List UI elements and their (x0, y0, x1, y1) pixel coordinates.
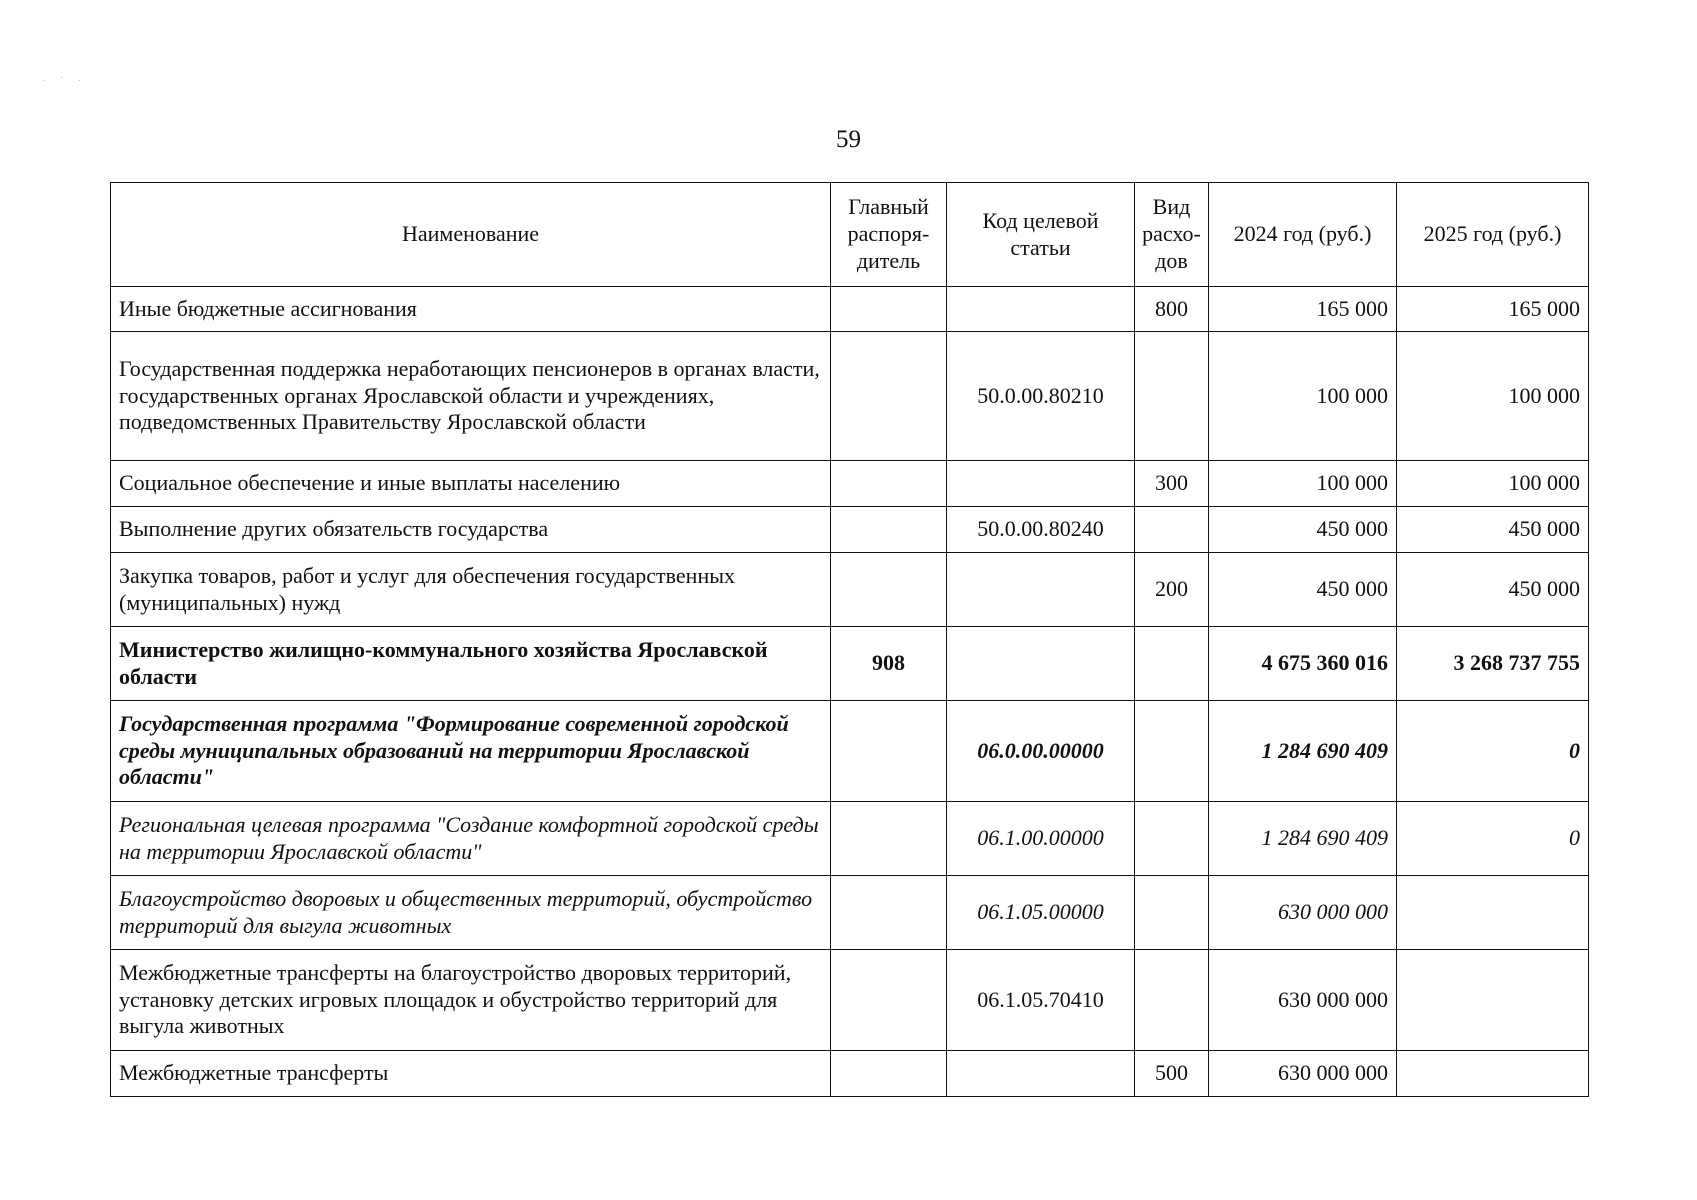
cell-manager (831, 287, 947, 332)
cell-2024: 630 000 000 (1209, 876, 1397, 950)
cell-2024: 630 000 000 (1209, 950, 1397, 1051)
table-row (111, 876, 1589, 950)
cell-2025: 450 000 (1397, 507, 1589, 553)
table-row (111, 950, 1589, 1051)
cell-name: Государственная программа "Формирование современной городской среды муниципальных образований на территории Ярославской области" (111, 701, 831, 802)
cell-2025: 3 268 737 755 (1397, 627, 1589, 701)
cell-2025: 100 000 (1397, 332, 1589, 461)
cell-2024: 1 284 690 409 (1209, 802, 1397, 876)
cell-type: 800 (1135, 287, 1209, 332)
cell-type (1135, 802, 1209, 876)
cell-manager (831, 1051, 947, 1097)
cell-code (947, 1051, 1135, 1097)
cell-2024: 100 000 (1209, 332, 1397, 461)
table-row (111, 1051, 1589, 1097)
header-2024: 2024 год (руб.) (1209, 183, 1397, 287)
cell-2025 (1397, 950, 1589, 1051)
table-body (111, 287, 1589, 1097)
cell-type (1135, 701, 1209, 802)
cell-type: 300 (1135, 461, 1209, 507)
cell-type (1135, 507, 1209, 553)
cell-type: 200 (1135, 553, 1209, 627)
cell-name: Государственная поддержка неработающих пенсионеров в органах власти, государственных органах Ярославской области и учреждениях, подведомственных Правительству Ярославской области (111, 332, 831, 461)
cell-type (1135, 876, 1209, 950)
table-row (111, 287, 1589, 332)
cell-type (1135, 332, 1209, 461)
cell-2024: 630 000 000 (1209, 1051, 1397, 1097)
cell-2025 (1397, 876, 1589, 950)
cell-manager (831, 553, 947, 627)
header-manager: Главный распоря-дитель (831, 183, 947, 287)
cell-2024: 1 284 690 409 (1209, 701, 1397, 802)
cell-name: Региональная целевая программа "Создание комфортной городской среды на территории Ярославской области" (111, 802, 831, 876)
cell-code (947, 461, 1135, 507)
cell-type (1135, 950, 1209, 1051)
cell-2024: 165 000 (1209, 287, 1397, 332)
page-number: 59 (836, 126, 861, 153)
cell-manager (831, 876, 947, 950)
cell-name: Благоустройство дворовых и общественных территорий, обустройство территорий для выгула животных (111, 876, 831, 950)
cell-type: 500 (1135, 1051, 1209, 1097)
cell-2025: 100 000 (1397, 461, 1589, 507)
cell-code: 50.0.00.80240 (947, 507, 1135, 553)
cell-name: Социальное обеспечение и иные выплаты населению (111, 461, 831, 507)
cell-type (1135, 627, 1209, 701)
scan-specks: · ˙ · (42, 76, 87, 87)
cell-code: 06.1.05.00000 (947, 876, 1135, 950)
cell-name: Межбюджетные трансферты на благоустройство дворовых территорий, установку детских игровых площадок и обустройство территорий для выгула животных (111, 950, 831, 1051)
cell-manager (831, 332, 947, 461)
cell-2025 (1397, 1051, 1589, 1097)
header-type: Вид расхо-дов (1135, 183, 1209, 287)
cell-name: Закупка товаров, работ и услуг для обеспечения государственных (муниципальных) нужд (111, 553, 831, 627)
cell-2025: 165 000 (1397, 287, 1589, 332)
cell-manager (831, 461, 947, 507)
cell-manager: 908 (831, 627, 947, 701)
table-row (111, 627, 1589, 701)
cell-code: 06.1.05.70410 (947, 950, 1135, 1051)
cell-2025: 0 (1397, 701, 1589, 802)
cell-2024: 4 675 360 016 (1209, 627, 1397, 701)
cell-manager (831, 802, 947, 876)
cell-manager (831, 950, 947, 1051)
table-row (111, 332, 1589, 461)
cell-2024: 100 000 (1209, 461, 1397, 507)
budget-table (110, 182, 1589, 1097)
cell-code: 06.0.00.00000 (947, 701, 1135, 802)
cell-code (947, 627, 1135, 701)
cell-manager (831, 507, 947, 553)
header-2025: 2025 год (руб.) (1397, 183, 1589, 287)
cell-code: 06.1.00.00000 (947, 802, 1135, 876)
table-row (111, 507, 1589, 553)
table-row (111, 701, 1589, 802)
cell-2024: 450 000 (1209, 553, 1397, 627)
cell-2024: 450 000 (1209, 507, 1397, 553)
cell-code: 50.0.00.80210 (947, 332, 1135, 461)
cell-code (947, 553, 1135, 627)
table-header (111, 183, 1589, 287)
cell-code (947, 287, 1135, 332)
cell-2025: 450 000 (1397, 553, 1589, 627)
cell-name: Министерство жилищно-коммунального хозяйства Ярославской области (111, 627, 831, 701)
table-row (111, 461, 1589, 507)
cell-name: Межбюджетные трансферты (111, 1051, 831, 1097)
header-name: Наименование (111, 183, 831, 287)
cell-manager (831, 701, 947, 802)
cell-name: Иные бюджетные ассигнования (111, 287, 831, 332)
cell-2025: 0 (1397, 802, 1589, 876)
cell-name: Выполнение других обязательств государства (111, 507, 831, 553)
table-row (111, 802, 1589, 876)
header-code: Код целевой статьи (947, 183, 1135, 287)
table-row (111, 553, 1589, 627)
